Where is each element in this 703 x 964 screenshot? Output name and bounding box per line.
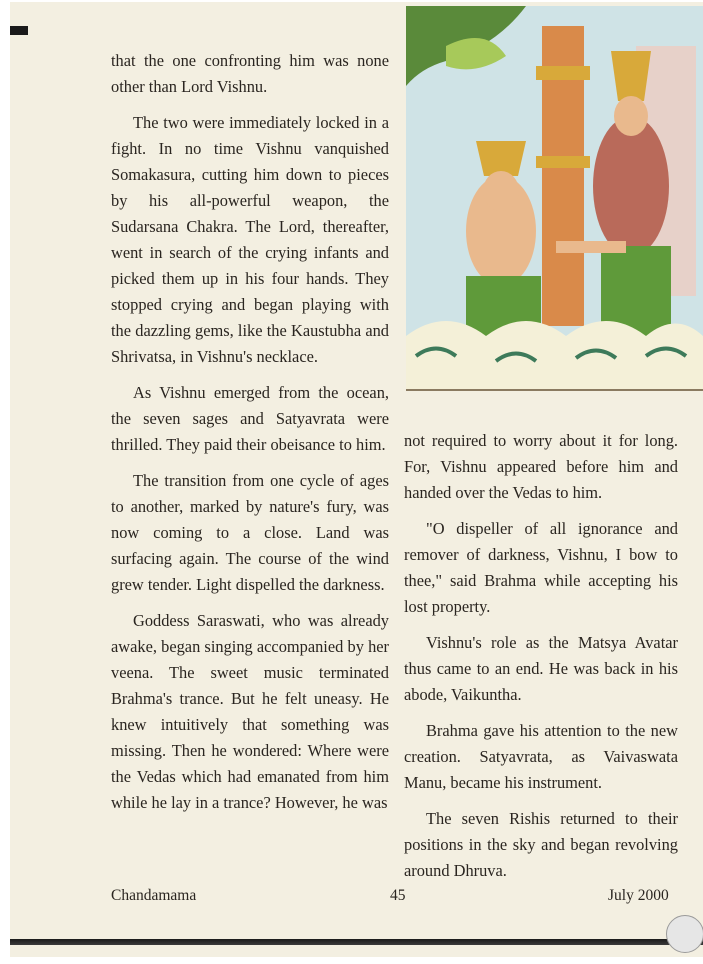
illustration-vishnu-brahma — [406, 6, 703, 391]
paragraph: "O dispeller of all ignorance and remover of darkness, Vishnu, I bow to thee," said Brahma while accepting his lost property. — [404, 519, 678, 616]
footer-issue-date: July 2000 — [608, 887, 669, 904]
book-page — [10, 2, 703, 957]
paragraph: As Vishnu emerged from the ocean, the seven sages and Satyavrata were thrilled. They paid their obeisance to him. — [111, 383, 389, 454]
paragraph: The transition from one cycle of ages to another, marked by nature's fury, was now coming to a close. Land was surfacing again. The course of the wind grew tender. Light dispelled the darkness. — [111, 471, 389, 594]
library-stamp-icon — [666, 915, 703, 953]
footer-magazine-name: Chandamama — [111, 887, 197, 904]
paragraph: The seven Rishis returned to their positions in the sky and began revolving around Dhruva. — [404, 809, 678, 880]
page-bottom-edge — [10, 939, 703, 945]
right-text-column — [404, 428, 678, 894]
left-text-column — [111, 48, 389, 826]
illustration-art — [406, 6, 703, 389]
paragraph: Brahma gave his attention to the new creation. Satyavrata, as Vaivaswata Manu, became his instrument. — [404, 721, 678, 792]
paragraph: that the one confronting him was none other than Lord Vishnu. — [111, 51, 389, 96]
paragraph: The two were immediately locked in a fight. In no time Vishnu vanquished Somakasura, cutting him down to pieces by his all-powerful weapon, the Sudarsana Chakra. The Lord, thereafter, went in search of the crying infants and picked them up in his four hands. They stopped crying and began playing with the dazzling gems, like the Kaustubha and Shrivatsa, in Vishnu's necklace. — [111, 113, 389, 366]
footer-page-number: 45 — [390, 887, 406, 904]
paragraph: Goddess Saraswati, who was already awake, began singing accompanied by her veena. The sweet music terminated Brahma's trance. But he felt uneasy. He knew intuitively that something was missing. Then he wondered: Where were the Vedas which had emanated from him while he lay in a trance? However, he was — [111, 611, 389, 812]
paragraph: not required to worry about it for long. For, Vishnu appeared before him and handed over the Vedas to him. — [404, 431, 678, 502]
paragraph: Vishnu's role as the Matsya Avatar thus came to an end. He was back in his abode, Vaikuntha. — [404, 633, 678, 704]
binding-edge-mark — [10, 26, 28, 35]
